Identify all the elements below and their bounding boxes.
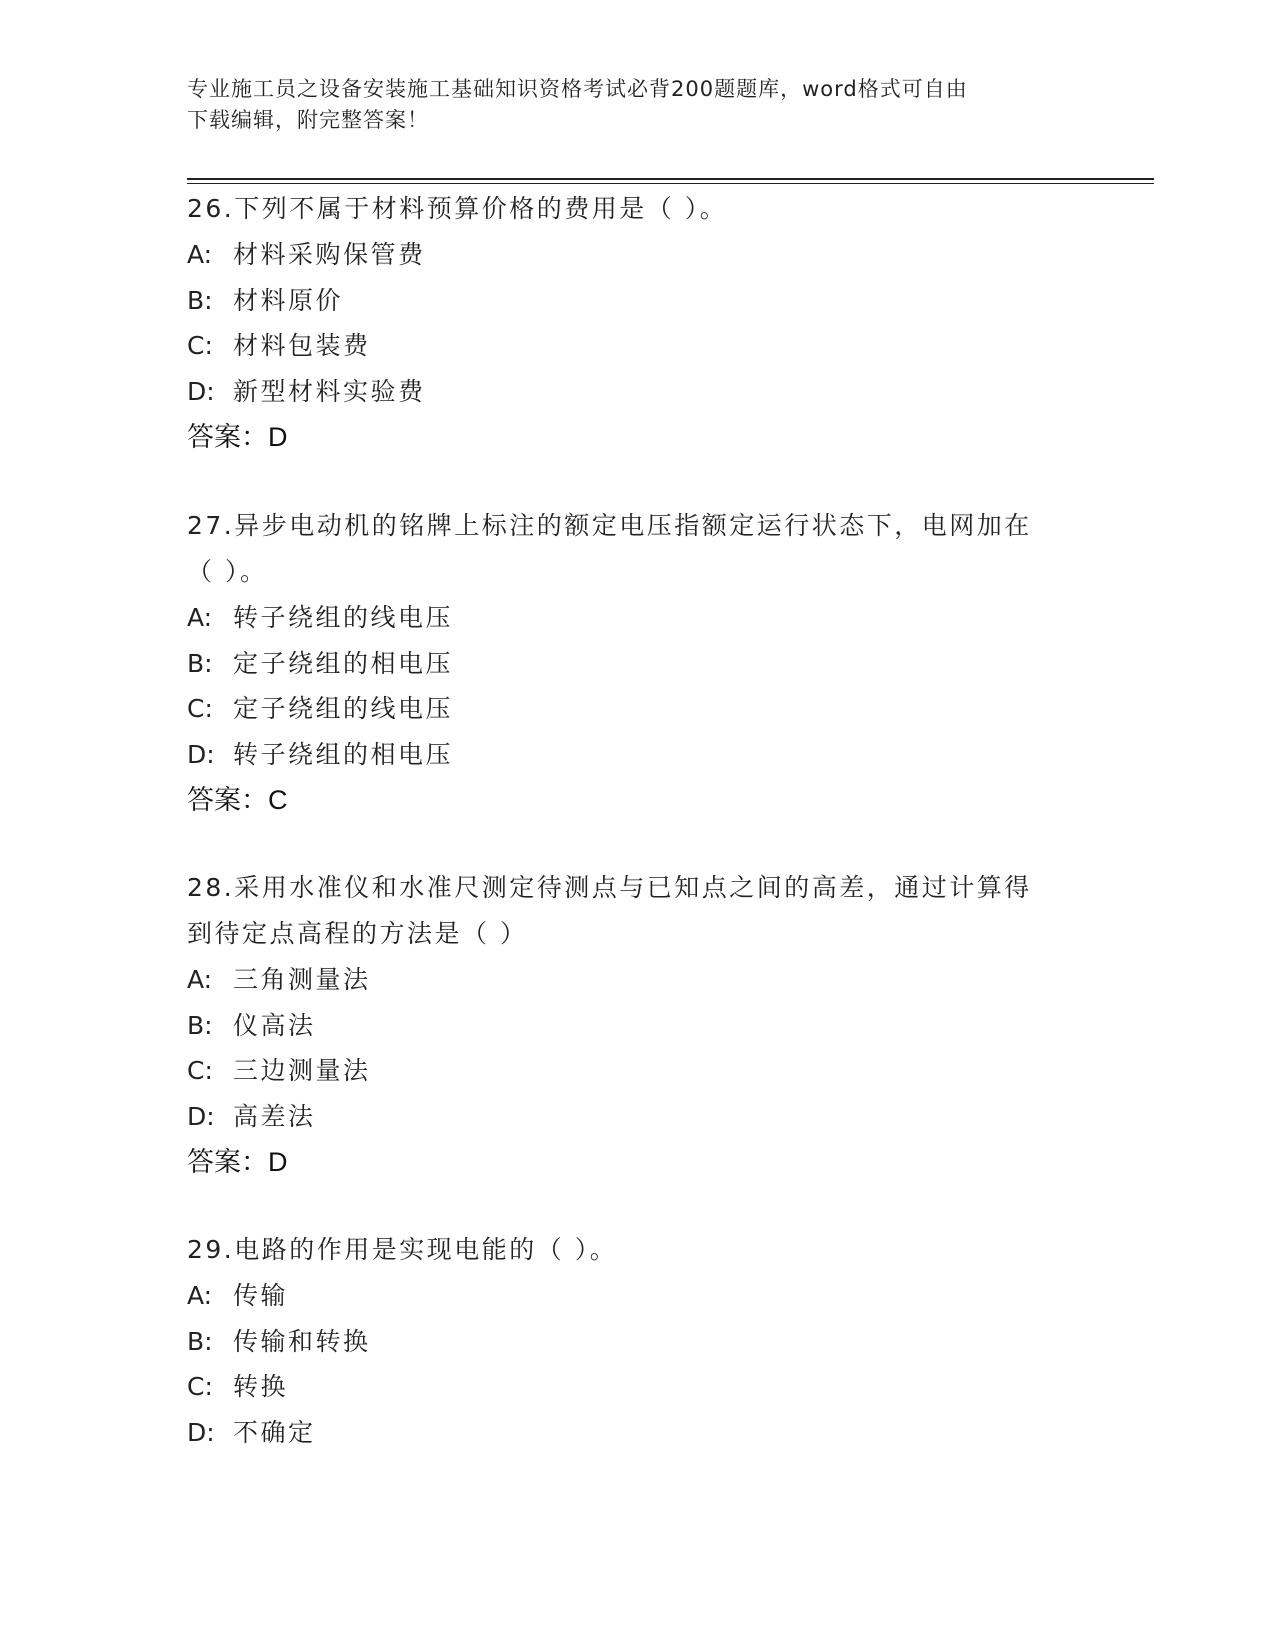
option-c: [187, 1048, 1087, 1094]
option-c: [187, 1364, 1087, 1410]
option-letter: B:: [187, 648, 213, 678]
option-text: 转子绕组的相电压: [233, 739, 454, 769]
document-header: [187, 74, 1077, 136]
option-b: [187, 278, 1087, 324]
option-text: 转换: [233, 1372, 289, 1401]
option-b: [187, 641, 1087, 687]
question-stem-line-1: 28.采用水准仪和水准尺测定待测点与已知点之间的高差，通过计算得: [187, 873, 1032, 902]
question-stem-line-2: 到待定点高程的方法是（ ）: [187, 919, 528, 948]
option-letter: A:: [187, 603, 213, 632]
option-b: [187, 1003, 1087, 1049]
option-a: [187, 595, 1087, 641]
question-29: [187, 1227, 1087, 1455]
option-text: 定子绕组的相电压: [233, 648, 454, 678]
header-line-2: 下载编辑，附完整答案！: [187, 108, 429, 132]
option-letter: B:: [187, 1326, 213, 1356]
question-27: [187, 503, 1087, 823]
question-stem-line-1: 27.异步电动机的铭牌上标注的额定电压指额定运行状态下，电网加在: [187, 511, 1032, 540]
option-letter: B:: [187, 1010, 213, 1040]
option-d: [187, 369, 1087, 415]
option-letter: D:: [187, 1101, 215, 1131]
option-letter: B:: [187, 285, 213, 315]
option-a: [187, 232, 1087, 278]
header-rule-thin: [187, 183, 1154, 184]
header-rule-thick: [187, 178, 1154, 180]
option-text: 仪高法: [233, 1010, 316, 1040]
option-text: 三角测量法: [233, 965, 371, 994]
option-text: 材料原价: [233, 285, 344, 315]
option-text: 转子绕组的线电压: [233, 603, 454, 632]
answer-label: 答案：C: [187, 785, 288, 815]
option-letter: D:: [187, 739, 215, 769]
option-text: 传输和转换: [233, 1326, 371, 1356]
option-b: [187, 1319, 1087, 1365]
option-letter: C:: [187, 694, 213, 723]
option-text: 材料采购保管费: [233, 240, 426, 269]
option-letter: C:: [187, 1372, 213, 1401]
option-c: [187, 323, 1087, 369]
question-stem: 29.电路的作用是实现电能的（ ）。: [187, 1235, 618, 1264]
option-text: 传输: [233, 1281, 289, 1310]
option-letter: A:: [187, 1281, 213, 1310]
option-text: 不确定: [233, 1417, 316, 1447]
question-26: [187, 186, 1087, 460]
option-c: [187, 686, 1087, 732]
option-d: [187, 1410, 1087, 1456]
option-text: 高差法: [233, 1101, 316, 1131]
option-d: [187, 732, 1087, 778]
option-text: 材料包装费: [233, 331, 371, 360]
option-letter: D:: [187, 376, 215, 406]
header-line-1: 专业施工员之设备安装施工基础知识资格考试必背200题题库，word格式可自由: [187, 77, 968, 101]
option-text: 三边测量法: [233, 1056, 371, 1085]
question-28: [187, 865, 1087, 1185]
option-letter: A:: [187, 240, 213, 269]
option-a: [187, 1273, 1087, 1319]
option-a: [187, 957, 1087, 1003]
option-letter: C:: [187, 1056, 213, 1085]
option-text: 新型材料实验费: [233, 376, 426, 406]
question-stem-line-2: （ ）。: [187, 557, 268, 586]
option-letter: A:: [187, 965, 213, 994]
option-d: [187, 1094, 1087, 1140]
option-letter: D:: [187, 1417, 215, 1447]
option-letter: C:: [187, 331, 213, 360]
answer-label: 答案：D: [187, 422, 288, 452]
question-stem: 26.下列不属于材料预算价格的费用是（ ）。: [187, 194, 728, 223]
option-text: 定子绕组的线电压: [233, 694, 454, 723]
answer-label: 答案：D: [187, 1147, 288, 1177]
